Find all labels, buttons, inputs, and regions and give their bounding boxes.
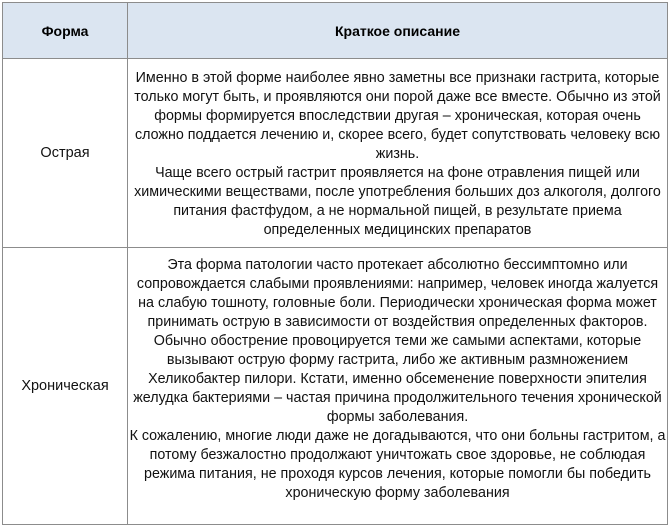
table-header-row [3, 3, 668, 59]
description-acute-paragraph-2: Чаще всего острый гастрит проявляется на фоне отравления пищей или химическими веществами, после употребления больших доз алкоголя, долгого питания фастфудом, а не нормальной пищей, в результате приема определенных медицинских препаратов [134, 165, 661, 238]
description-acute [128, 59, 668, 248]
description-chronic [128, 248, 668, 525]
table-row-chronic [3, 248, 668, 525]
gastritis-forms-table [2, 2, 668, 525]
description-chronic-paragraph-1: Эта форма патологии часто протекает абсолютно бессимптомно или сопровождается слабыми проявлениями: например, человек иногда жалуется на слабую тошноту, головные боли. Периодически хроническая форма может принимать острую в зависимости от воздействия определенных факторов. Обычно обострение провоцируется теми же самыми аспектами, которые вызывают острую форму гастрита, либо же активным размножением Хеликобактер пилори. Кстати, именно обсеменение поверхности эпителия желудка бактериями – частая причина продолжительного течения хронической формы заболевания. [133, 257, 662, 425]
form-name-chronic: Хроническая [3, 248, 128, 525]
table-row-acute [3, 59, 668, 248]
form-name-acute: Острая [3, 59, 128, 248]
description-chronic-paragraph-2: К сожалению, многие люди даже не догадываются, что они больны гастритом, а потому безжалостно продолжают уничтожать свое здоровье, не соблюдая режима питания, не проходя курсов лечения, которые помогли бы победить хроническую форму заболевания [129, 428, 666, 501]
column-header-description: Краткое описание [128, 3, 668, 59]
description-acute-paragraph-1: Именно в этой форме наиболее явно заметны все признаки гастрита, которые только могут быть, и проявляются они порой даже все вместе. Обычно из этой формы формируется впоследствии другая – хроническая, которая очень сложно поддается лечению и, скорее всего, будет сопутствовать человеку всю жизнь. [134, 70, 661, 162]
column-header-form: Форма [3, 3, 128, 59]
